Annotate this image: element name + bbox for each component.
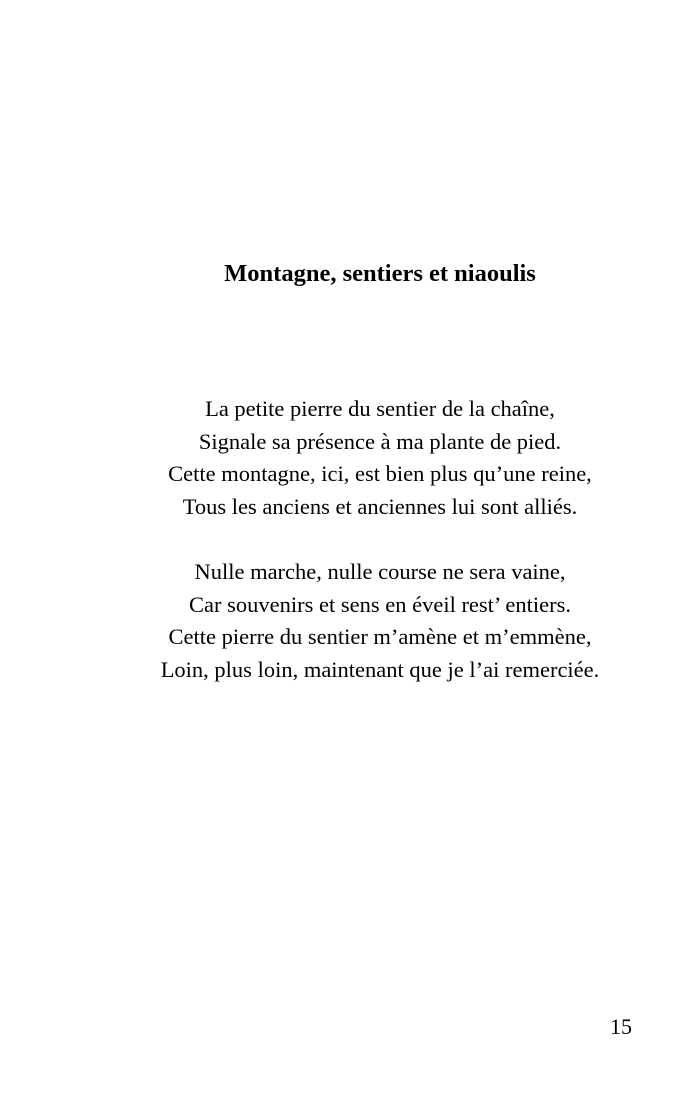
verse-line: Car souvenirs et sens en éveil rest’ entiers. [189,591,571,617]
stanza-2 [80,556,680,686]
page-number: 15 [610,1014,632,1039]
verse-line: Signale sa présence à ma plante de pied. [198,428,562,454]
stanza-1 [80,393,680,523]
verse-line: Tous les anciens et anciennes lui sont alliés. [182,493,578,519]
verse-line: Cette pierre du sentier m’amène et m’emmène, [168,624,592,650]
poem-title: Montagne, sentiers et niaoulis [224,260,536,287]
verse-line: Nulle marche, nulle course ne sera vaine, [194,559,566,584]
verse-line: Loin, plus loin, maintenant que je l’ai remerciée. [160,656,600,682]
verse-line: Cette montagne, ici, est bien plus qu’une reine, [168,461,592,487]
verse-line: La petite pierre du sentier de la chaîne, [205,396,555,421]
